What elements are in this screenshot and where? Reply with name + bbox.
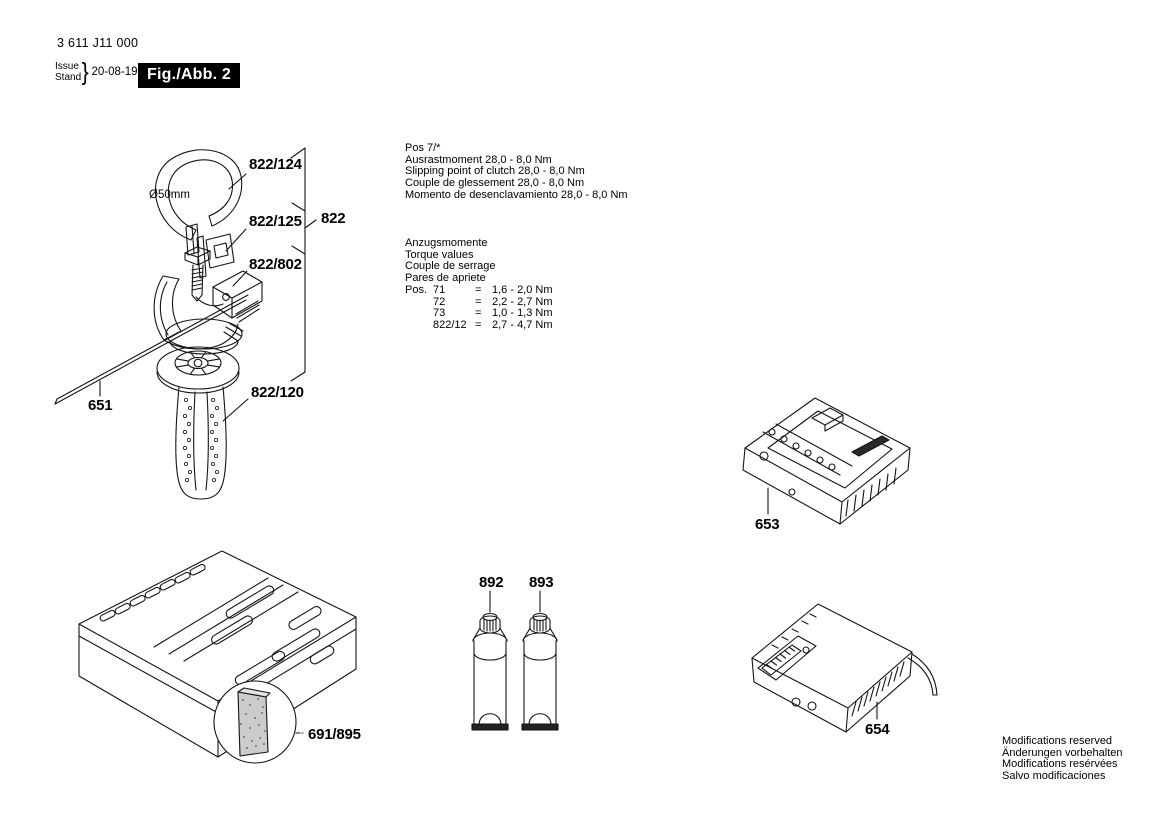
torque-values-note	[405, 238, 553, 332]
torque-row: Pos. 71 = 1,6 - 2,0 Nm	[405, 283, 553, 296]
clamp-band-drawing	[155, 150, 241, 255]
part-label-depth-rod: 651	[88, 397, 113, 414]
clutch-note-line: Slipping point of clutch 28,0 - 8,0 Nm	[405, 165, 585, 178]
torque-row: 822/12 = 2,7 - 4,7 Nm	[433, 318, 553, 331]
clutch-note-line: Momento de desenclavamiento 28,0 - 8,0 Nm	[405, 188, 628, 201]
document-number: 3 611 J11 000	[57, 36, 139, 50]
torque-heading: Torque values	[405, 248, 474, 261]
issue-label: Issue	[55, 61, 79, 72]
handle-grip-drawing	[176, 387, 226, 499]
part-label-grease-tube-right: 893	[529, 574, 554, 591]
issue-date: 20-08-19	[91, 66, 138, 78]
clutch-note-line: Pos 7/*	[405, 142, 441, 154]
case-lid-slots	[210, 584, 335, 686]
torque-heading: Anzugsmomente	[405, 237, 488, 249]
modifications-note-line: Modifications resérvées	[1002, 758, 1118, 771]
part-label-charger: 654	[865, 721, 890, 738]
part-label-clamp-clip: 822/125	[249, 213, 302, 230]
modifications-note-line: Änderungen vorbehalten	[1002, 746, 1123, 759]
charger-drawing	[752, 604, 937, 732]
grease-tube-left-drawing	[472, 614, 508, 731]
part-label-handle-group: 822	[321, 210, 346, 227]
grease-tube-right-drawing	[522, 614, 558, 731]
torque-row: 73 = 1,0 - 1,3 Nm	[433, 307, 553, 320]
case-edge-slots	[99, 563, 206, 622]
torque-heading: Pares de apriete	[405, 272, 486, 285]
torque-row: 72 = 2,2 - 2,7 Nm	[433, 295, 553, 308]
clutch-note-line: Couple de glessement 28,0 - 8,0 Nm	[405, 177, 585, 190]
clutch-torque-note	[405, 143, 628, 202]
part-label-gear-block: 822/802	[249, 256, 302, 273]
part-label-handle-grip: 822/120	[251, 384, 304, 401]
modifications-note	[1002, 736, 1122, 783]
case-lid-ribs	[154, 578, 298, 661]
part-label-battery: 653	[755, 516, 780, 533]
torque-heading: Couple de serrage	[405, 260, 496, 273]
figure-label: Fig./Abb. 2	[138, 63, 240, 88]
part-label-grease-tube-left: 892	[479, 574, 504, 591]
stand-label: Stand	[55, 72, 82, 83]
brace-glyph: }	[81, 58, 89, 86]
modifications-note-line: Salvo modificaciones	[1002, 770, 1106, 783]
dimension-label-diameter: Ø50mm	[149, 189, 190, 201]
part-label-clamp-band: 822/124	[249, 156, 302, 173]
issue-stand-block	[55, 58, 138, 86]
part-label-case-insert: 691/895	[308, 726, 361, 743]
modifications-note-line: Modifications reserved	[1002, 735, 1113, 747]
clutch-note-line: Ausrastmoment 28,0 - 8,0 Nm	[405, 153, 552, 166]
case-insert-detail	[214, 681, 296, 763]
